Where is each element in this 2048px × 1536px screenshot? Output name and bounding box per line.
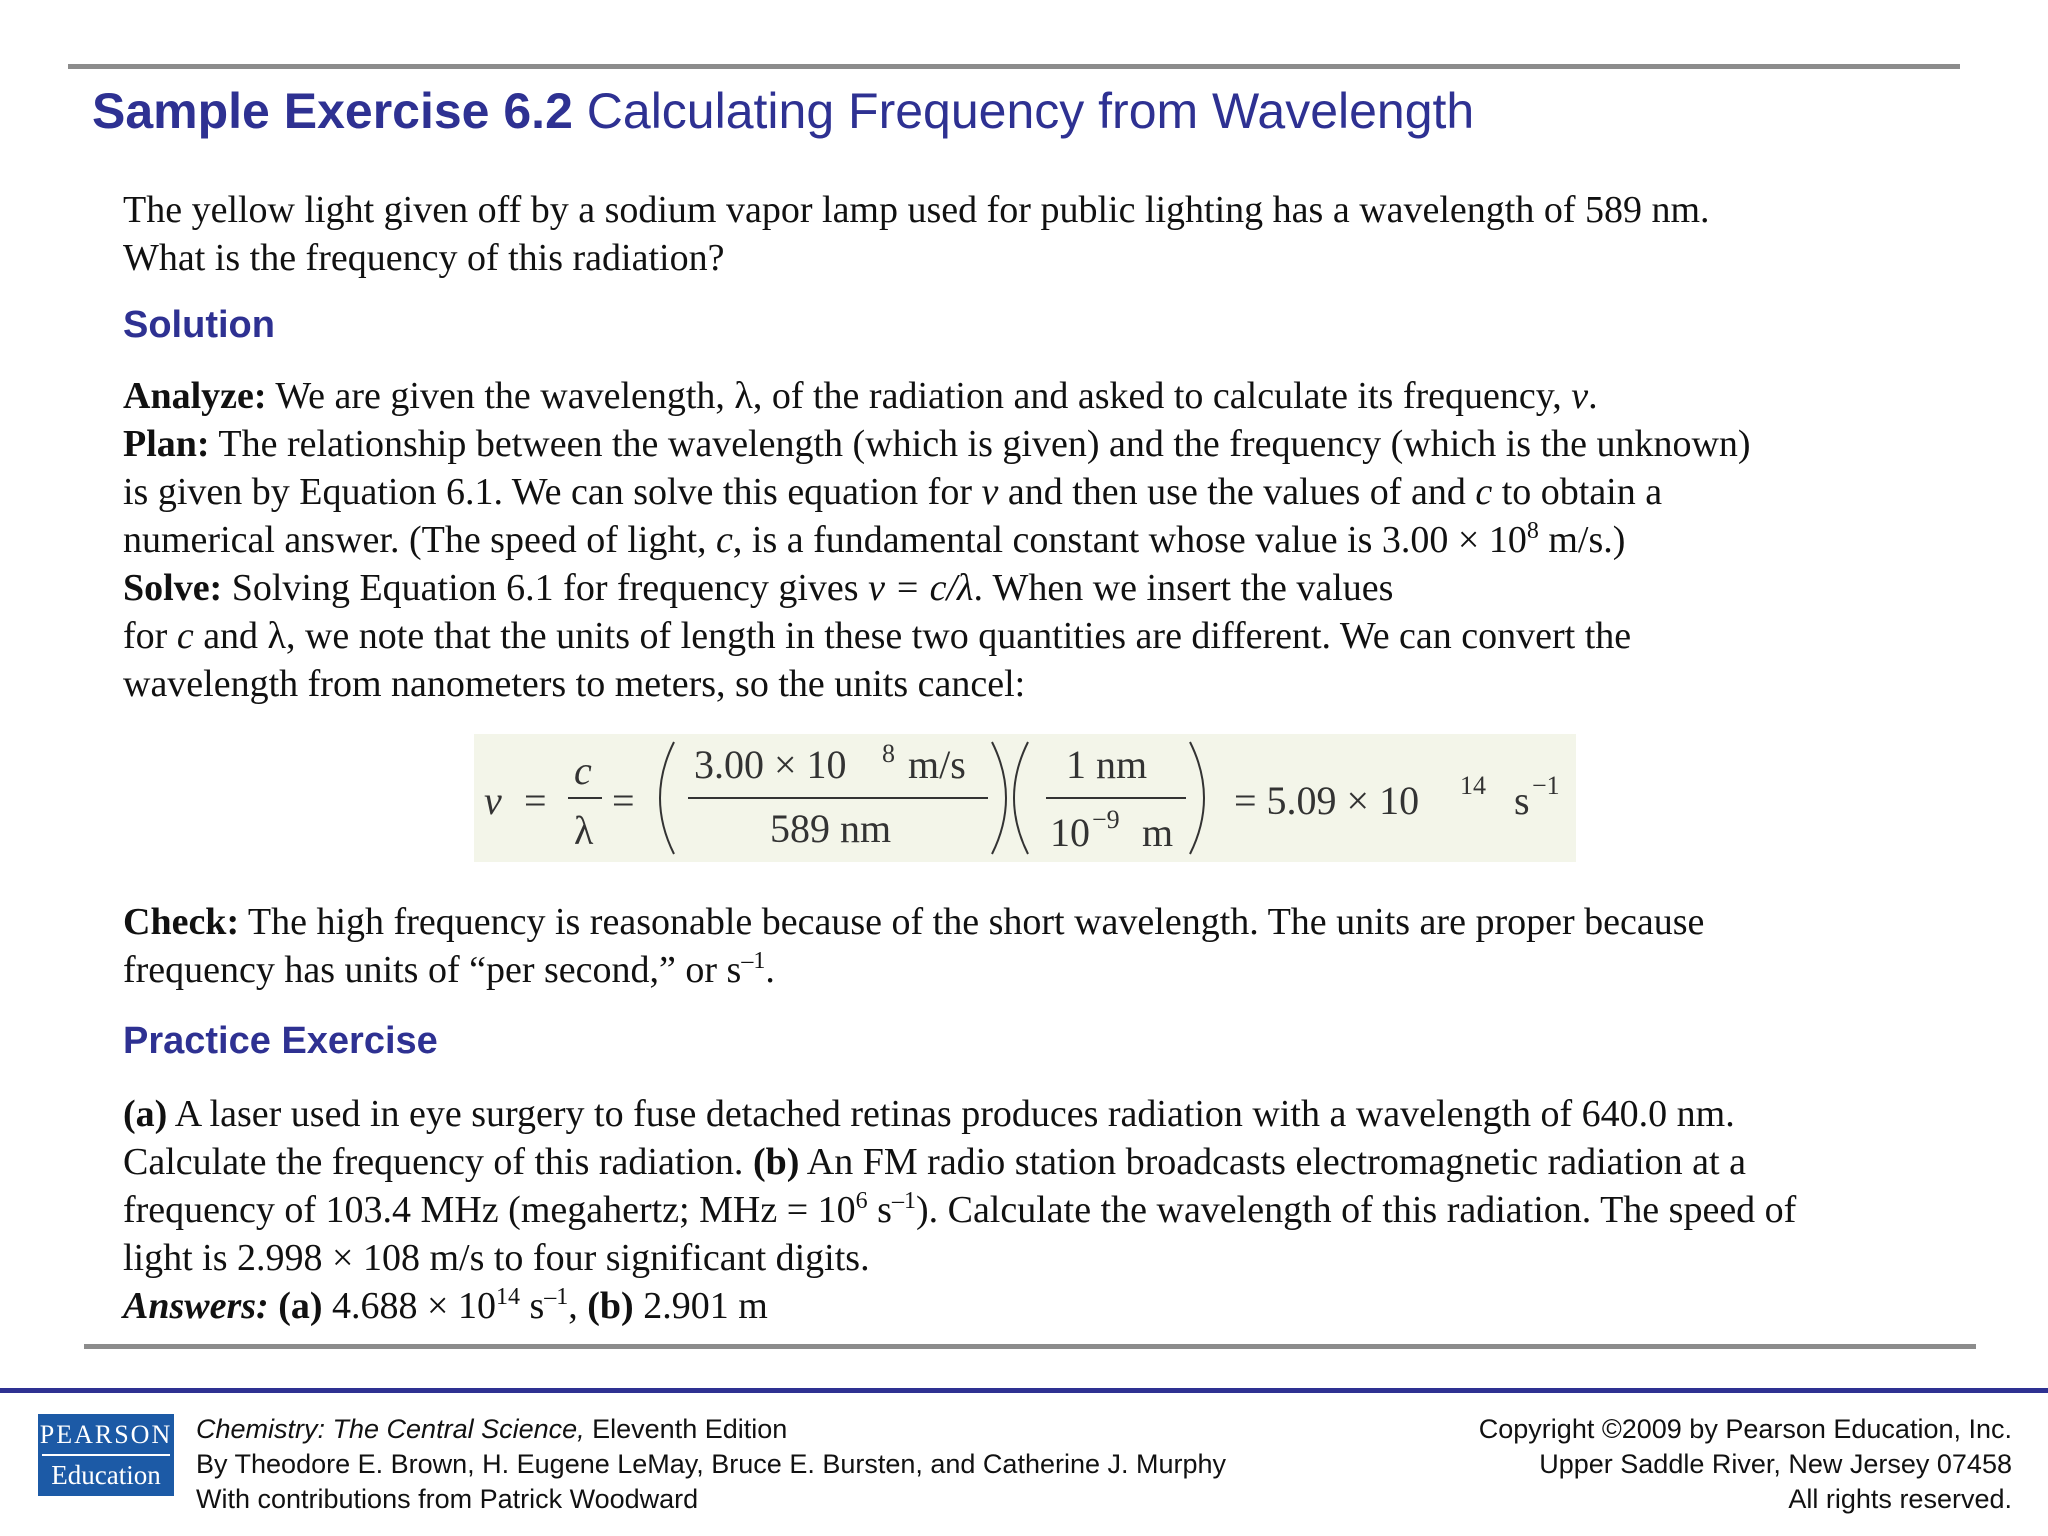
solution-heading: Solution: [123, 304, 275, 346]
check-exponent: –1: [741, 948, 766, 974]
problem-line-2: What is the frequency of this radiation?: [123, 237, 725, 279]
formula-den1: 589 nm: [770, 806, 892, 851]
solve-text-2b: and λ, we note that the units of length in these two quantities are different. We can convert the: [193, 615, 1632, 657]
analyze-label: Analyze:: [123, 375, 267, 417]
footer-book-italic: Chemistry: The Central Science,: [196, 1414, 585, 1444]
footer-rights: All rights reserved.: [1788, 1484, 2012, 1514]
problem-line-1: The yellow light given off by a sodium vapor lamp used for public lighting has a wavelength of 589 nm.: [123, 189, 1710, 231]
check-paragraph: [123, 898, 1903, 994]
formula-nu: ν: [484, 778, 502, 823]
formula-num1-exp: 8: [882, 739, 895, 768]
check-line-2: [123, 946, 1903, 994]
solve-text-1b: . When we insert the values: [973, 567, 1394, 609]
formula-num2: 1 nm: [1066, 742, 1148, 787]
formula-result-exp: 14: [1460, 771, 1486, 800]
formula-paren-close-1: [992, 742, 1006, 854]
formula-result-unit: s: [1514, 778, 1530, 823]
footer-book-info: [196, 1412, 1226, 1517]
analyze-var: ν: [1571, 375, 1589, 417]
frequency-formula: [474, 734, 1576, 862]
solve-equation: ν = c/λ: [868, 567, 974, 609]
formula-num1-unit: m/s: [908, 742, 966, 787]
footer-address: Upper Saddle River, New Jersey 07458: [1539, 1449, 2012, 1479]
formula-lambda: λ: [574, 808, 594, 853]
plan-text-1: The relationship between the wavelength (which is given) and the frequency (which is the unknown): [209, 423, 1751, 465]
footer-copyright-line: Copyright ©2009 by Pearson Education, Inc.: [1478, 1414, 2012, 1444]
practice-text-3a: frequency of 103.4 MHz (megahertz; MHz = 10: [123, 1189, 856, 1231]
formula-graphic: [474, 734, 1576, 862]
practice-text-3b: s: [867, 1189, 892, 1231]
title-text: Calculating Frequency from Wavelength: [572, 83, 1475, 139]
top-rule: [68, 64, 1960, 69]
plan-line-1: [123, 420, 1903, 468]
check-label: Check:: [123, 901, 240, 943]
practice-text-1: A laser used in eye surgery to fuse detached retinas produces radiation with a wavelength of 640.0 nm.: [167, 1093, 1735, 1135]
practice-exponent-2: –1: [891, 1188, 916, 1214]
formula-paren-open-1: [660, 742, 674, 854]
plan-text-3a: numerical answer. (The speed of light,: [123, 519, 717, 561]
check-text-2a: frequency has units of “per second,” or s: [123, 949, 742, 991]
logo-pearson-text: PEARSON: [39, 1420, 173, 1449]
plan-text-3d: m/s.): [1538, 519, 1626, 561]
analyze-line: [123, 372, 1903, 420]
answers-separator: ,: [568, 1285, 588, 1327]
footer-copyright: [1479, 1412, 2012, 1517]
pearson-logo: [38, 1414, 174, 1496]
plan-text-3b: , is a fundamental constant whose value is 3.00 × 10: [732, 519, 1527, 561]
footer-bar: [0, 1388, 2048, 1393]
footer-book-title: [196, 1412, 1226, 1447]
solve-line-2: [123, 612, 1903, 660]
plan-text-2d: to obtain a: [1492, 471, 1663, 513]
title-exercise-number: Sample Exercise 6.2: [92, 83, 573, 139]
solve-line-3: wavelength from nanometers to meters, so the units cancel:: [123, 663, 1026, 705]
answers-a-label: (a): [268, 1285, 323, 1327]
logo-education-text: Education: [51, 1460, 161, 1490]
bottom-rule: [84, 1344, 1976, 1349]
answers-label: Answers:: [123, 1285, 269, 1327]
practice-body: [123, 1090, 1903, 1330]
solve-label: Solve:: [123, 567, 223, 609]
answers-b-text: 2.901 m: [633, 1285, 768, 1327]
slide-title: [92, 82, 1972, 140]
formula-result-unit-exp: −1: [1532, 771, 1560, 800]
plan-var-c: c: [1475, 471, 1493, 513]
plan-text-2a: is given by Equation 6.1. We can solve this equation for: [123, 471, 982, 513]
footer-authors: By Theodore E. Brown, H. Eugene LeMay, Bruce E. Bursten, and Catherine J. Murphy: [196, 1449, 1227, 1479]
answers-a-unit-exponent: –1: [544, 1284, 569, 1310]
check-line-1: [123, 898, 1903, 946]
practice-text-2a: Calculate the frequency of this radiation.: [123, 1141, 753, 1183]
formula-den2: 10: [1050, 810, 1090, 855]
answers-a-unit: s: [519, 1285, 545, 1327]
practice-heading: Practice Exercise: [123, 1020, 438, 1062]
solve-text-1a: Solving Equation 6.1 for frequency gives: [222, 567, 869, 609]
formula-paren-open-2: [1014, 742, 1028, 854]
formula-num1: 3.00 × 10: [694, 742, 847, 787]
plan-line-2: [123, 468, 1903, 516]
formula-den2-unit: m: [1142, 810, 1174, 855]
formula-paren-close-2: [1190, 742, 1204, 854]
problem-statement: [123, 186, 1903, 282]
analyze-text: We are given the wavelength, λ, of the radiation and asked to calculate its frequency,: [266, 375, 1572, 417]
answers-line: [123, 1282, 1903, 1330]
analyze-end: .: [1588, 375, 1598, 417]
formula-result: = 5.09 × 10: [1234, 778, 1420, 823]
practice-b-label: (b): [752, 1141, 800, 1183]
plan-label: Plan:: [123, 423, 210, 465]
answers-a-exponent: 14: [495, 1284, 520, 1310]
check-text-1: The high frequency is reasonable because of the short wavelength. The units are proper because: [239, 901, 1705, 943]
plan-var-nu: ν: [981, 471, 999, 513]
plan-exponent: 8: [1526, 518, 1539, 544]
answers-a-text: 4.688 × 10: [322, 1285, 496, 1327]
solve-line-1: [123, 564, 1903, 612]
answers-b-label: (b): [587, 1285, 634, 1327]
practice-line-4: light is 2.998 × 108 m/s to four significant digits.: [123, 1237, 870, 1279]
formula-equals-1: =: [524, 778, 547, 823]
practice-text-2b: An FM radio station broadcasts electromagnetic radiation at a: [799, 1141, 1746, 1183]
practice-line-2: [123, 1138, 1903, 1186]
solve-text-2a: for: [123, 615, 177, 657]
formula-equals-2: =: [612, 778, 635, 823]
footer-contributions: With contributions from Patrick Woodward: [196, 1484, 699, 1514]
solve-var-c: c: [176, 615, 194, 657]
solution-body: [123, 372, 1903, 708]
plan-text-2b: and then use the values of and: [998, 471, 1476, 513]
practice-line-3: [123, 1186, 1903, 1234]
formula-c: c: [574, 748, 592, 793]
plan-var-c-2: c: [716, 519, 733, 561]
practice-line-1: [123, 1090, 1903, 1138]
practice-exponent-1: 6: [855, 1188, 868, 1214]
plan-line-3: [123, 516, 1903, 564]
check-text-2b: .: [765, 949, 775, 991]
formula-den2-exp: −9: [1092, 805, 1120, 834]
practice-a-label: (a): [123, 1093, 168, 1135]
footer-edition: Eleventh Edition: [584, 1414, 788, 1444]
practice-text-3c: ). Calculate the wavelength of this radiation. The speed of: [915, 1189, 1797, 1231]
